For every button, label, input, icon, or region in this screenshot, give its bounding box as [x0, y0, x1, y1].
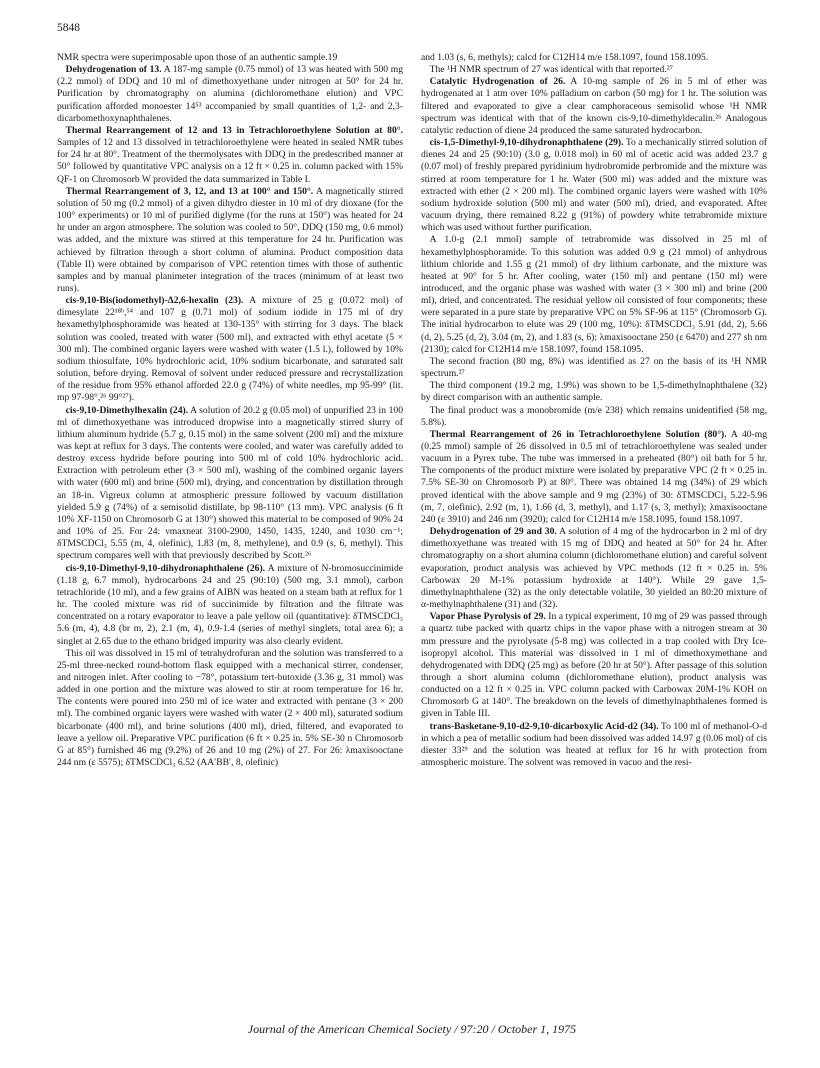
- paragraph: [57, 64, 403, 125]
- paragraph-text: Samples of 12 and 13 dissolved in tetrachloroethylene were heated in sealed NMR tubes for 24 hr at 80°. Treatment of the thermolysates with DDQ in the predescribed manner at 50° followed by quantitative VPC analysis on a 12 ft × 0.25 in. column packed with 15% QF-1 on Chromosorb W provided the data summarized in Table I.: [57, 137, 403, 185]
- paragraph: [421, 52, 767, 64]
- paragraph-text: A mixture of 25 g (0.072 mol) of dimesylate 22¹⁸ᵇ,⁵⁴ and 107 g (0.71 mol) of sodium iodide in 175 ml of dry hexamethylphosphoramide was heated at 130-135° with stirring for 3 days. The black solution was cooled, treated with water (500 ml), and extracted with ethyl acetate (5 × 300 ml). The combined organic layers were washed with water (1.5 l.), followed by 10% sodium thiosulfate, 10% hydrochloric acid, 10% sodium bicarbonate, and saturated salt solution, before drying. Removal of solvent under reduced pressure and recrystallization of the residue from 95% ethanol afforded 22.0 g (74%) of white needles, mp 95-99° (lit. mp 97-98°,²⁶ 99°²⁷).: [57, 295, 403, 404]
- paragraph-text: To a mechanically stirred solution of dienes 24 and 25 (90:10) (3.0 g, 0.018 mol) in 60 ml of acetic acid was added 23.7 g (0.07 mol) of freshly prepared pyridinium hydrobromide perbromide and the mixture was stirred at room temperature for 1 hr. Water (500 ml) was added and the mixture was extracted with ether (2 × 200 ml). The combined organic layers were washed with 10% sodium hydroxide solution (500 ml) and water (500 ml), dried, and evaporated. After vacuum drying, there remained 8.22 g (91%) of powdery white tetrabromide mixture which was used without further purification.: [421, 137, 767, 234]
- paragraph-heading: cis-9,10-Dimethylhexalin (24).: [65, 404, 189, 416]
- paragraph: [421, 234, 767, 356]
- paragraph-text: A 10-mg sample of 26 in 5 ml of ether was hydrogenated at 1 atm over 10% palladium on carbon (50 mg) for 1 hr. The solution was filtered and evaporated to give a clear camphoraceous semisolid whose ¹H NMR spectrum was identical with that of the known cis-9,10-dimethyldecalin.²⁶ Analogous catalytic reduction of diene 24 produced the same saturated hydrocarbon.: [421, 76, 767, 136]
- paragraph: [57, 405, 403, 563]
- paragraph-heading: cis-9,10-Dimethyl-9,10-dihydronaphthalene (26).: [65, 562, 266, 574]
- paragraph: [421, 356, 767, 380]
- page-number: 5848: [57, 22, 80, 34]
- paragraph: [421, 611, 767, 720]
- paragraph-heading: Vapor Phase Pyrolysis of 29.: [429, 611, 546, 623]
- journal-footer: Journal of the American Chemical Society / 97:20 / October 1, 1975: [247, 1022, 577, 1036]
- paragraph: [57, 295, 403, 404]
- paragraph-text: To 100 ml of methanol-O-d in which a pea of metallic sodium had been dissolved was added 14.97 g (0.06 mol) of cis diester 33²⁹ and the solution was heated at reflux for 16 hr with protection from atmospheric moisture. The solvent was removed in vacuo and the resi-: [421, 720, 767, 769]
- paragraph: [421, 380, 767, 404]
- paragraph-heading: Dehydrogenation of 13.: [65, 64, 162, 76]
- paragraph-heading: Dehydrogenation of 29 and 30.: [429, 526, 557, 538]
- paragraph: [421, 429, 767, 526]
- paragraph-heading: trans-Basketane-9,10-d2-9,10-dicarboxylic Acid-d2 (34).: [429, 720, 659, 732]
- paragraph: [421, 137, 767, 234]
- paragraph-text: A 40-mg (0.25 mmol) sample of 26 dissolved in 0.5 ml of tetrachloroethylene was sealed under vacuum in a Pyrex tube. The tube was immersed in a preheated (80°) oil bath for 5 hr. The components of the product mixture were isolated by preparative VPC (2 ft × 0.25 in. 7.5% SE-30 on Chromosorb P) at 80°. There was obtained 14 mg (34%) of 29 which proved identical with the above sample and 9 mg (23%) of 30: δTMSCDCl₃ 5.22-5.96 (m, 7, olefinic), 2.92 (m, 1), 1.66 (d, 3, methyl), and 1.17 (s, 3, methyl); λmaxisooctane 240 (ε 3910) and 246 nm (3920); calcd for C12H14 m/e 158.1095, found 158.1097.: [421, 428, 767, 525]
- paragraph-heading: Thermal Rearrangement of 12 and 13 in Tetrachloroethylene Solution at 80°.: [65, 124, 403, 136]
- paragraph-text: A solution of 20.2 g (0.05 mol) of unpurified 23 in 100 ml of dimethoxyethane was introduced dropwise into a magnetically stirred slurry of lithium aluminum hydride (5.7 g, 0.15 mol) in the same solvent (200 ml) and the mixture was kept at reflux for 3 days. The contents were cooled, and water was carefully added to destroy excess hydride before pouring into 500 ml of cold 10% hydrochloric acid. Extraction with petroleum ether (3 × 500 ml), washing of the combined organic layers with water (600 ml) and brine (500 ml), drying, and concentration by distillation through an 18-in. Vigreux column at atmospheric pressure followed by vacuum distillation yielded 5.9 g (74%) of a semisolid distillate, bp 98-110° (13 mm). VPC analysis (6 ft 10% XF-1150 on Chromosorb G at 130°) showed this material to be composed of 90% 24 and 10% of 25. For 24: νmaxneat 3100-2900, 1450, 1435, 1240, and 1030 cm⁻¹; δTMSCDCl₃ 5.55 (m, 4, olefinic), 1.83 (m, 8, methylene), and 0.9 (s, 6, methyl). This spectrum compares well with that previously described by Scott.²⁶: [57, 404, 403, 562]
- paragraph: [421, 721, 767, 770]
- paragraph-text: This oil was dissolved in 15 ml of tetrahydrofuran and the solution was transferred to a 25-ml three-necked round-bottom flask equipped with a mechanical stirrer, condenser, and nitrogen inlet. After cooling to −78°, potassium tert-butoxide (3.36 g, 31 mmol) was added in one portion and the mixture was alowed to stir at room temperature for 16 hr. The contents were poured into 250 ml of ice water and extracted with pentane (3 × 200 ml). The combined organic layers were washed with water (2 × 400 ml), saturated sodium bicarbonate (400 ml), and brine solutions (400 ml), dried, filtered, and evaporated to leave a yellow oil. Preparative VPC purification (6 ft × 0.25 in. 5% SE-30 n Chromosorb G at 85°) furnished 46 mg (9.2%) of 26 and 10 mg (2%) of 27. For 26: λmaxisooctane 244 nm (ε 5575); δTMSCDCl₃ 6.52 (AA′BB′, 8, olefinic): [57, 647, 403, 769]
- paragraph-text: A solution of 4 mg of the hydrocarbon in 2 ml of dry dimethoxyethane was treated with 15 mg of DDQ and heated at 50° for 24 hr. After chromatography on a short alumina column (dichloromethane elution) and careful solvent evaporation, product analysis was achieved by VPC methods (12 ft × 0.25 in. 5% Carbowax 20 M-1% potassium hydroxide at 140°). While 29 gave 1,5-dimethylnaphthalene (32) as the only detectable volatile, 30 yielded an 80:20 mixture of α-methylnaphthalene (31) and (32).: [421, 526, 767, 611]
- paragraph: [421, 526, 767, 611]
- paragraph-text: NMR spectra were superimposable upon those of an authentic sample.19: [57, 52, 338, 63]
- paragraph: [57, 186, 403, 295]
- paragraph-text: In a typical experiment, 10 mg of 29 was passed through a quartz tube packed with quartz chips in the vapor phase with a nitrogen stream at 30 mm pressure and the pyrolysate (5-8 mg) was collected in a trap cooled with Dry Ice-isopropyl alcohol. This material was dissolved in 1 ml of dimethoxymethane and dehydrogenated with DDQ (25 mg) as before (20 hr at 50°). After passage of this solution through a short alumina column (dichloromethane elution), product analysis was conducted on a 12 ft × 0.25 in. VPC column packed with Carbowax 20M-1% KOH on Chromosorb G at 140°. The breakdown on the levels of dimethylnaphthalenes formed is given in Table III.: [421, 611, 767, 720]
- paragraph-text: The ¹H NMR spectrum of 27 was identical with that reported.²⁷: [429, 64, 673, 76]
- paragraph-text: A magnetically stirred solution of 50 mg (0.2 mmol) of a given dihydro diester in 10 ml of dry dioxane (for the 100° experiments) or 10 ml of purified diglyme (for the runs at 150°) was heated for 24 hr under an argon atmosphere. The solution was cooled to 50°, DDQ (150 mg, 0.6 mmol) was added, and the mixture was stirred at this temperature for 24 hr. Purification was achieved by filtration through a short column of alumina. Product composition data (Table II) were obtained by comparison of VPC retention times with those of authentic samples and by manual planimeter integration of the traces (minimum of at least two runs).: [57, 185, 404, 294]
- paragraph-heading: Thermal Rearrangement of 26 in Tetrachloroethylene Solution (80°).: [429, 428, 727, 440]
- paragraph-heading: Catalytic Hydrogenation of 26.: [429, 76, 566, 88]
- right-column: [421, 52, 767, 769]
- paragraph-text: The second fraction (80 mg, 8%) was identified as 27 on the basis of its ¹H NMR spectrum.²⁷: [421, 355, 767, 380]
- paragraph: [421, 405, 767, 429]
- paragraph: [421, 76, 767, 137]
- left-column: [57, 52, 403, 769]
- paragraph-text: The final product was a monobromide (m/e 238) which remains unidentified (58 mg, 5.8%).: [421, 404, 767, 428]
- paragraph-heading: Thermal Rearrangement of 3, 12, and 13 at 100° and 150°.: [65, 185, 314, 197]
- paragraph-heading: cis-1,5-Dimethyl-9,10-dihydronaphthalene (29).: [429, 137, 624, 149]
- paragraph-text: The third component (19.2 mg, 1.9%) was shown to be 1,5-dimethylnaphthalene (32) by direct comparison with an authentic sample.: [421, 380, 767, 404]
- paragraph: [57, 563, 403, 648]
- paragraph: [421, 64, 767, 76]
- paragraph-text: and 1.03 (s, 6, methyls); calcd for C12H14 m/e 158.1097, found 158.1095.: [421, 52, 709, 63]
- paragraph: [57, 125, 403, 186]
- paragraph: [57, 52, 403, 64]
- paragraph-text: A mixture of N-bromosuccinimide (1.18 g, 6.7 mmol), hydrocarbons 24 and 25 (90:10) (500 mg, 3.1 mmol), carbon tetrachloride (10 ml), and a few grains of AIBN was heated on a steam bath at reflux for 1 hr. The cooled mixture was rid of succinimide by filtration and the filtrate was concentrated on a rotary evaporator to leave a pale yellow oil (quantitative): δTMSCDCl₃ 5.6 (m, 4), 4.8 (br m, 2), 2.1 (m, 4), 0.9-1.4 (series of methyl singlets, total area 6); a singlet at 2.65 due to the ethano bridged impurity was also clearly evident.: [57, 562, 403, 647]
- paragraph-text: A 1.0-g (2.1 mmol) sample of tetrabromide was dissolved in 25 ml of hexamethylphosphoramide. To this solution was added 0.9 g (21 mmol) of anhydrous lithium chloride and 1.55 g (21 mmol) of dry lithium carbonate, and the mixture was heated at 90° for 5 hr. After cooling, water (150 ml) and pentane (150 ml) were introduced, and the organic phase was washed with water (3 × 300 ml) and brine (200 ml), dried, and concentrated. The residual yellow oil consisted of four components; these were separated in a pure state by preparative VPC on 5% SF-96 at 115° (Chromosorb G). The initial hydrocarbon to elute was 29 (100 mg, 10%): δTMSCDCl₃ 5.91 (dd, 2), 5.66 (d, 2), 5.25 (d, 2), 3.04 (m, 2), and 1.83 (s, 6); λmaxisooctane 250 (ε 6470) and 277 sh nm (2130); calcd for C12H14 m/e 158.1097, found 158.1095.: [421, 234, 767, 355]
- paragraph-text: A 187-mg sample (0.75 mmol) of 13 was heated with 500 mg (2.2 mmol) of DDQ and 10 ml of dimethoxyethane under nitrogen at 50° for 24 hr. Purification by chromatography on alumina (dichloromethane elution) and VPC purification afforded monoester 14⁵³ accompanied by small quantities of 1,2- and 2,3-dicarbomethoxynaphthalenes.: [57, 64, 403, 124]
- paragraph-heading: cis-9,10-Bis(iodomethyl)-Δ2,6-hexalin (23).: [65, 295, 244, 307]
- paragraph: [57, 648, 403, 770]
